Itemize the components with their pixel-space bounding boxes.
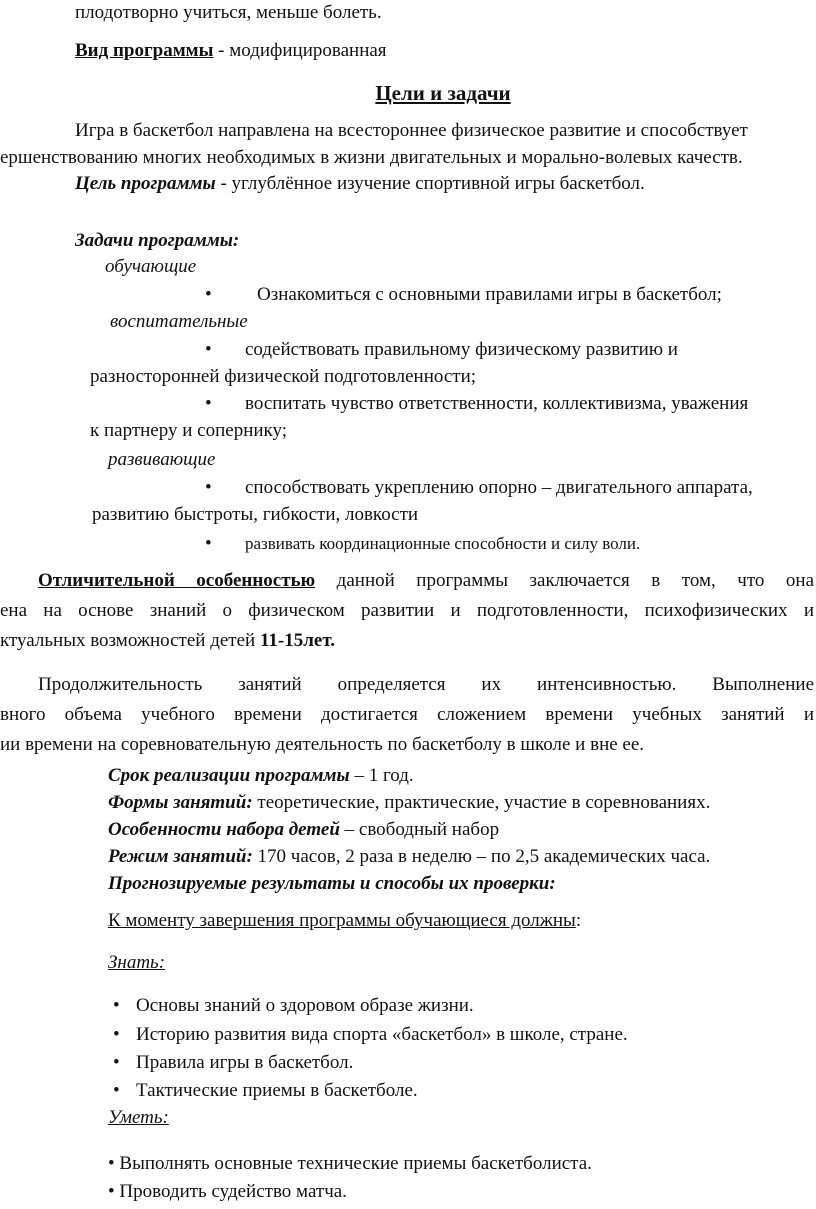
tasks-educational-item2-a: воспитать чувство ответственности, коллективизма, уважения — [245, 393, 749, 414]
term-line — [108, 765, 414, 787]
term-value: – 1 год. — [349, 765, 414, 786]
distinctive-age: 11-15лет. — [259, 630, 335, 651]
tasks-developing-label: развивающие — [108, 449, 216, 470]
can-item: Проводить судейство матча. — [119, 1181, 347, 1202]
goals-heading: Цели и задачи — [375, 81, 511, 105]
bullet-icon: • — [113, 1080, 120, 1101]
tasks-educational-item1-a: содействовать правильному физическому развитию и — [245, 339, 678, 360]
recruit-value: – свободный набор — [339, 819, 500, 840]
program-type-label: Вид программы — [75, 40, 214, 61]
tasks-label: Задачи программы: — [75, 230, 240, 251]
duration-line1: Продолжительность занятий определяется их интенсивностью. Выполнение — [38, 674, 814, 695]
bullet-icon: • — [113, 1052, 120, 1073]
term-label: Срок реализации программы — [108, 765, 350, 786]
can-item-line — [108, 1181, 347, 1203]
mode-label: Режим занятий: — [108, 846, 253, 867]
duration-line2: вного объема учебного времени достигается сложением времени учебных занятий и — [0, 704, 814, 725]
goals-para-line1: Игра в баскетбол направлена на всестороннее физическое развитие и способствует — [75, 120, 748, 141]
program-type-line — [75, 40, 387, 62]
outcomes-intro: К моменту завершения программы обучающиеся должны — [108, 910, 576, 931]
distinctive-line2: ена на основе знаний о физическом развитии и подготовленности, психофизических и — [0, 600, 814, 621]
know-item: Правила игры в баскетбол. — [136, 1052, 354, 1073]
know-item: Тактические приемы в баскетболе. — [136, 1080, 418, 1101]
know-label: Знать: — [108, 952, 166, 973]
bullet-icon: • — [205, 533, 212, 554]
bullet-icon: • — [205, 339, 212, 360]
outcomes-intro-line — [108, 910, 581, 932]
bullet-icon: • — [205, 477, 212, 498]
know-item: Основы знаний о здоровом образе жизни. — [136, 995, 474, 1016]
program-goal-sep: - — [215, 173, 232, 194]
distinctive-label: Отличительной особенностью — [38, 570, 316, 591]
can-item: Выполнять основные технические приемы баскетболиста. — [119, 1153, 592, 1174]
bullet-icon: • — [205, 284, 212, 305]
bullet-icon: • — [113, 995, 120, 1016]
tasks-developing-item1-a: способствовать укреплению опорно – двигательного аппарата, — [245, 477, 753, 498]
program-goal-line — [75, 173, 645, 195]
results-label: Прогнозируемые результаты и способы их проверки: — [108, 873, 556, 894]
bullet-icon: • — [108, 1181, 115, 1202]
goals-para-line2: ершенствованию многих необходимых в жизни двигательных и морально-волевых качеств. — [0, 147, 743, 168]
know-item: Историю развития вида спорта «баскетбол» в школе, стране. — [136, 1024, 628, 1045]
mode-line — [108, 846, 710, 868]
intro-line: плодотворно учиться, меньше болеть. — [75, 2, 382, 23]
mode-value: 170 часов, 2 раза в неделю – по 2,5 академических часа. — [252, 846, 711, 867]
can-item-line — [108, 1153, 592, 1175]
distinctive-line1 — [38, 570, 814, 592]
tasks-teaching-label: обучающие — [105, 256, 197, 277]
bullet-icon: • — [205, 393, 212, 414]
can-label: Уметь: — [108, 1107, 169, 1128]
forms-value: теоретические, практические, участие в соревнованиях. — [252, 792, 711, 813]
recruit-label: Особенности набора детей — [108, 819, 340, 840]
duration-line3: ии времени на соревновательную деятельность по баскетболу в школе и вне ее. — [0, 734, 645, 755]
recruit-line — [108, 819, 499, 841]
bullet-icon: • — [113, 1024, 120, 1045]
forms-line — [108, 792, 710, 814]
program-type-value: модифицированная — [229, 40, 387, 61]
distinctive-line3-text: ктуальных возможностей детей — [0, 630, 260, 651]
distinctive-line3 — [0, 630, 335, 652]
forms-label: Формы занятий: — [108, 792, 253, 813]
tasks-developing-item1-b: развитию быстроты, гибкости, ловкости — [92, 504, 419, 525]
bullet-icon: • — [108, 1153, 115, 1174]
program-goal-label: Цель программы — [75, 173, 216, 194]
program-goal-value: углублённое изучение спортивной игры баскетбол. — [231, 173, 645, 194]
tasks-educational-item2-b: к партнеру и сопернику; — [90, 420, 288, 441]
program-type-sep: - — [213, 40, 230, 61]
tasks-educational-label: воспитательные — [110, 311, 248, 332]
distinctive-line1-rest: данной программы заключается в том, что она — [336, 570, 814, 591]
outcomes-intro-colon: : — [575, 910, 582, 931]
tasks-developing-item2: развивать координационные способности и силу воли. — [245, 534, 641, 553]
tasks-educational-item1-b: разносторонней физической подготовленности; — [90, 366, 477, 387]
tasks-teaching-item: Ознакомиться с основными правилами игры в баскетбол; — [257, 284, 722, 305]
